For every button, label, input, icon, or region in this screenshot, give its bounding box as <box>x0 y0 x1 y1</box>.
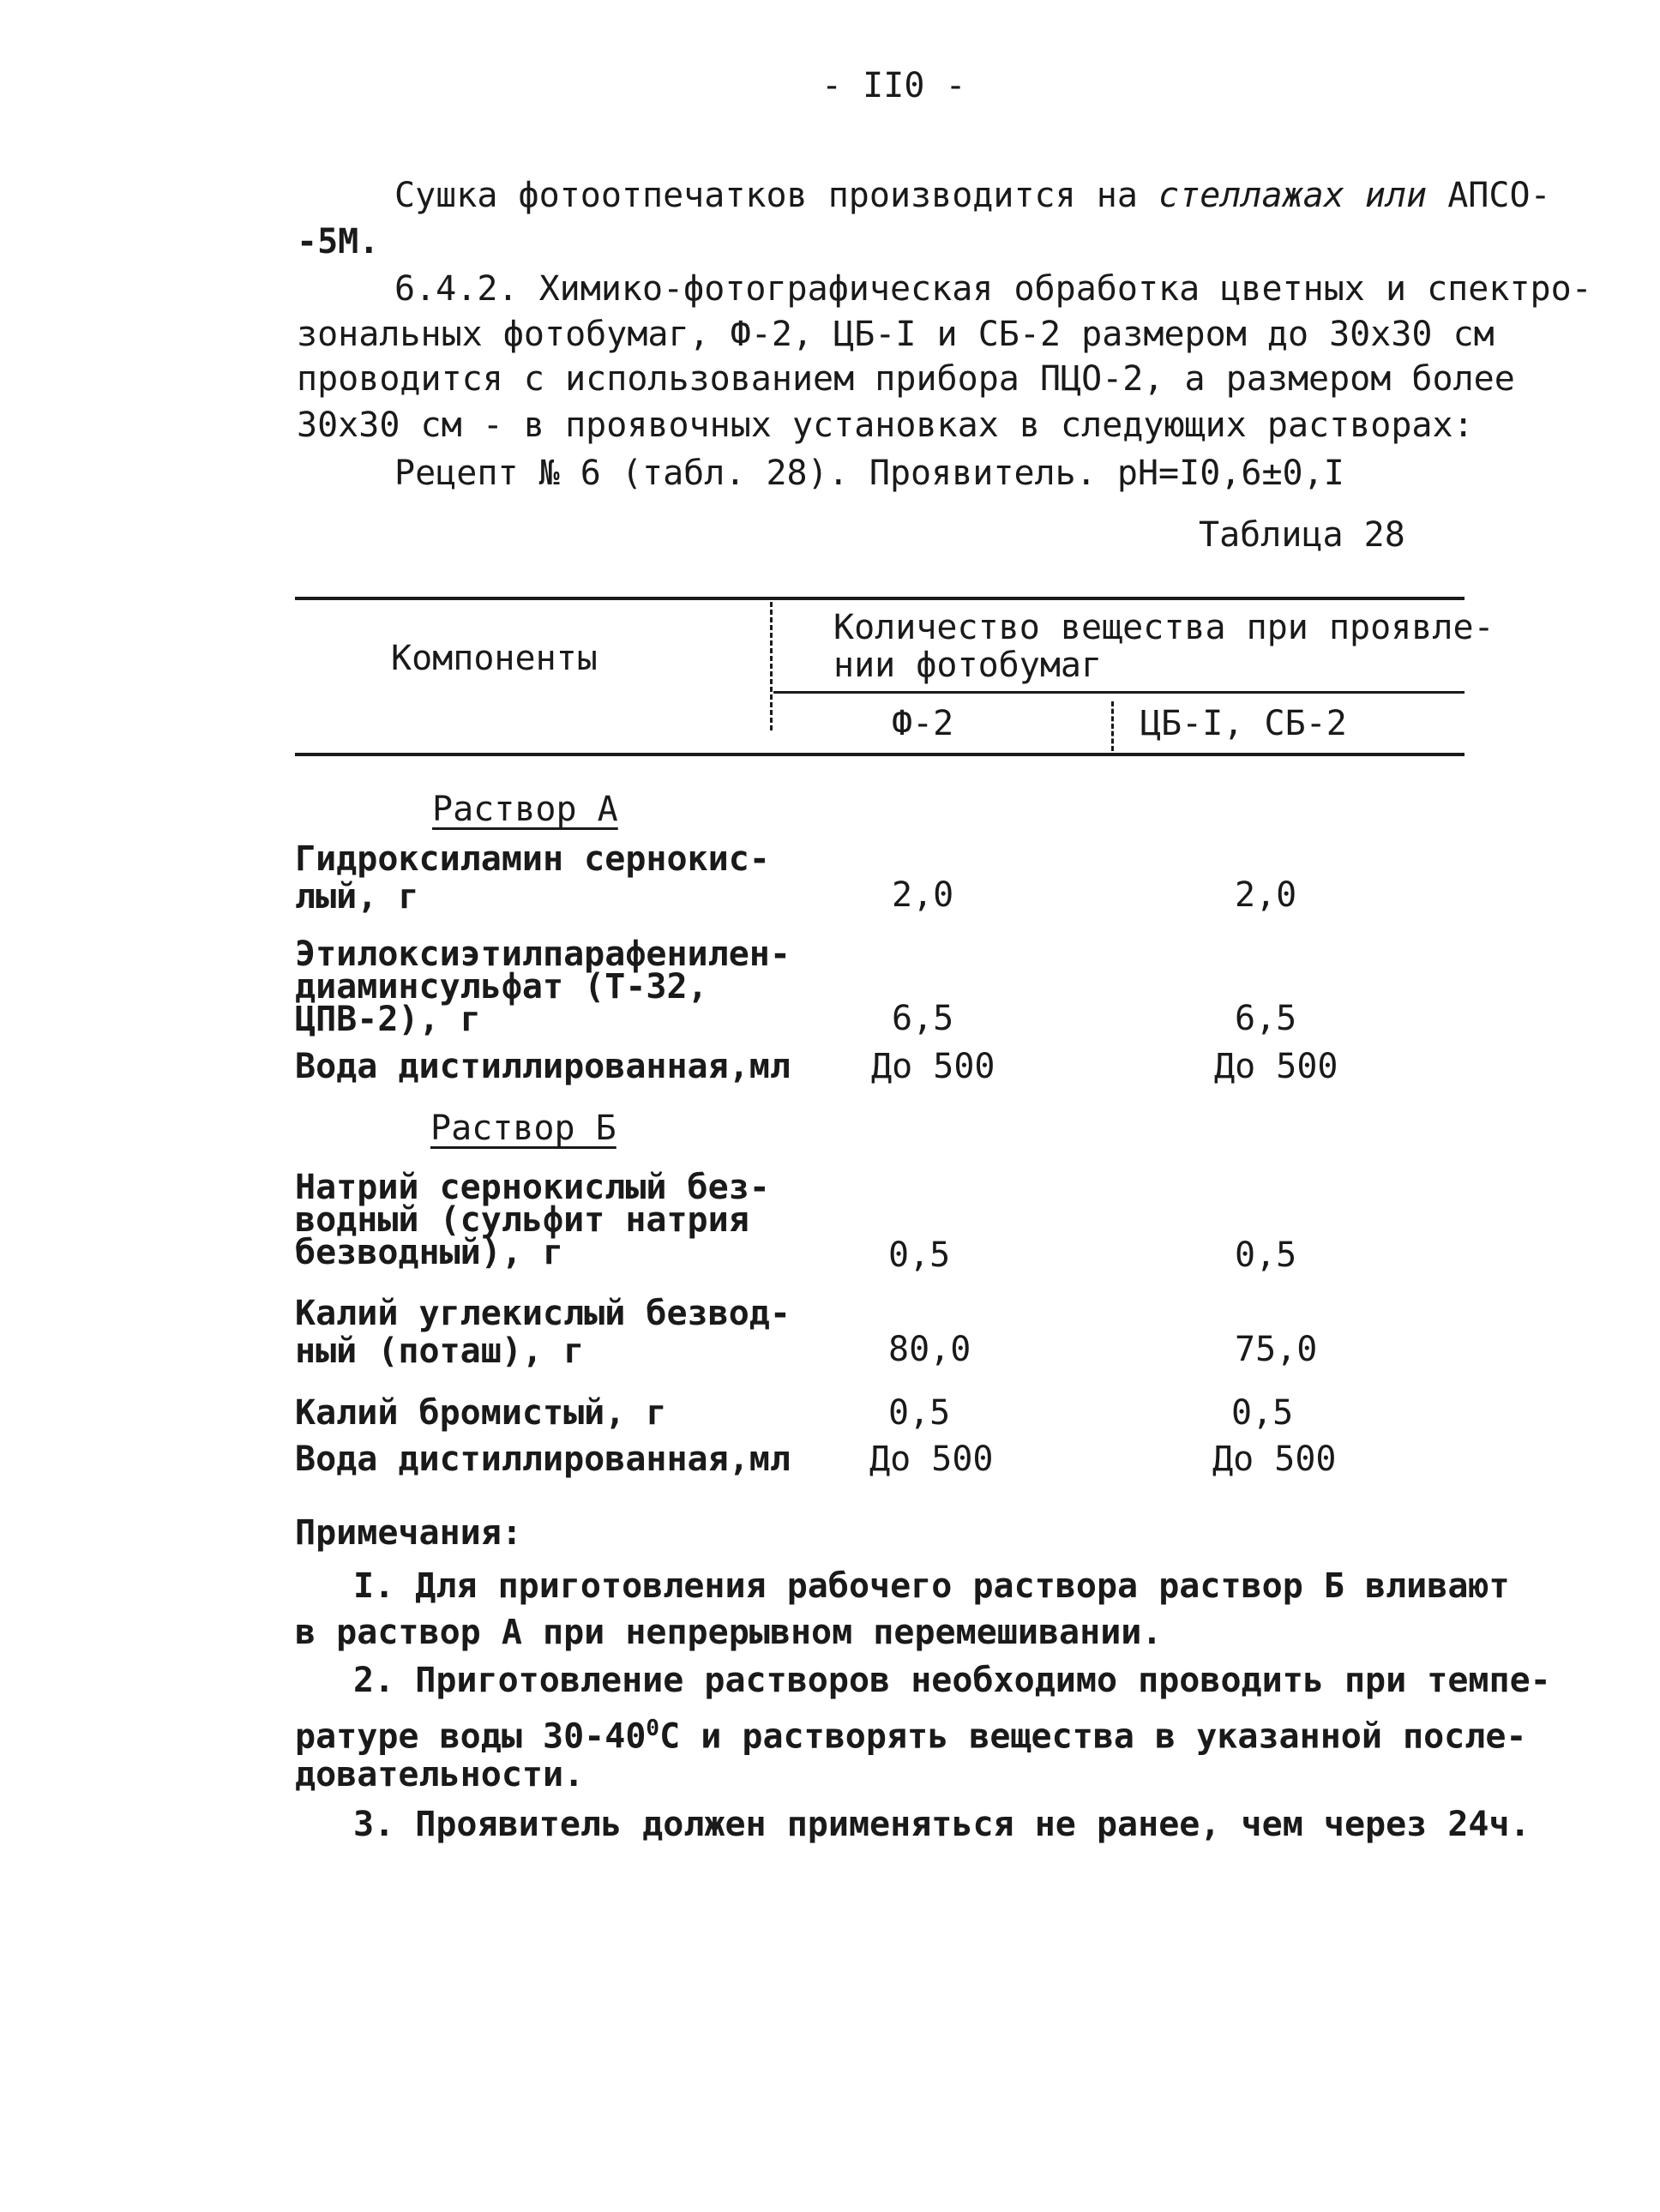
table-header-mid-rule <box>773 691 1465 694</box>
table-row-b1-f2: 0,5 <box>888 1235 951 1275</box>
note-1-line2: в раствор А при непрерывном перемешивании. <box>295 1613 1163 1652</box>
table-row-b4-name: Вода дистиллированная,мл <box>295 1440 791 1479</box>
table-row-b2-f2: 80,0 <box>888 1330 971 1369</box>
paragraph-processing-line1: 6.4.2. Химико-фотографическая обработка цветных и спектро- <box>394 269 1592 309</box>
table-header-bottom-rule <box>295 753 1465 756</box>
paragraph-drying-italic: стеллажах или <box>1158 176 1428 215</box>
note-2-line2-b: С и растворять вещества в указанной после- <box>659 1716 1527 1757</box>
table-row-a2-f2: 6,5 <box>892 999 954 1038</box>
table-row-b1-cb: 0,5 <box>1235 1235 1297 1275</box>
table-row-b2-name: Калий углекислый безвод- ный (поташ), г <box>295 1294 791 1371</box>
paragraph-drying <box>394 175 1551 216</box>
paragraph-processing-line2: зональных фотобумаг, Ф-2, ЦБ-I и СБ-2 размером до 30х30 см <box>297 315 1495 354</box>
table-top-rule <box>295 597 1465 600</box>
table-label: Таблица 28 <box>1199 515 1405 555</box>
table-row-a1-name: Гидроксиламин сернокис- лый, г <box>295 839 770 917</box>
table-row-b2-cb: 75,0 <box>1235 1330 1318 1369</box>
table-row-b3-f2: 0,5 <box>888 1393 951 1433</box>
note-2-degree-sup: 0 <box>646 1716 660 1741</box>
table-row-a3-f2: До 500 <box>871 1047 995 1086</box>
note-2-line2 <box>295 1708 1527 1757</box>
table-row-b4-f2: До 500 <box>869 1440 994 1479</box>
note-2-line2-a: ратуре воды 30-40 <box>295 1716 647 1757</box>
table-row-a1-cb: 2,0 <box>1235 875 1297 915</box>
table-row-a2-name: Этилоксиэтилпарафенилен- диаминсульфат (Т-32, ЦПВ-2), г <box>295 935 791 1039</box>
note-1-line1: I. Для приготовления рабочего раствора раствор Б вливают <box>353 1566 1510 1606</box>
page-number: - II0 - <box>821 66 966 105</box>
paragraph-processing-line3: проводится с использованием прибора ПЦО-2, а размером более <box>297 359 1515 399</box>
table-header-components: Компоненты <box>391 639 598 678</box>
table-row-b3-cb: 0,5 <box>1231 1393 1294 1433</box>
paragraph-drying-text: Сушка фотоотпечатков производится на <box>394 176 1159 215</box>
note-3: 3. Проявитель должен применяться не ранее, чем через 24ч. <box>353 1805 1531 1844</box>
paragraph-processing-line4: 30х30 см - в проявочных установках в следующих растворах: <box>297 406 1474 445</box>
table-row-a3-cb: До 500 <box>1214 1047 1338 1086</box>
table-header-quantity: Количество вещества при проявле- нии фотобумаг <box>833 608 1495 685</box>
table-row-b3-name: Калий бромистый, г <box>295 1393 667 1433</box>
table-row-a3-name: Вода дистиллированная,мл <box>295 1047 791 1086</box>
notes-title: Примечания: <box>295 1513 522 1553</box>
note-2-line1: 2. Приготовление растворов необходимо проводить при темпе- <box>353 1661 1551 1700</box>
note-2-line3: довательности. <box>295 1755 585 1794</box>
table-row-a2-cb: 6,5 <box>1235 999 1297 1038</box>
section-b-title: Раствор Б <box>430 1109 616 1148</box>
table-row-b4-cb: До 500 <box>1212 1440 1337 1479</box>
table-row-b1-name: Натрий сернокислый без- водный (сульфит натрия безводный), г <box>295 1168 770 1272</box>
table-header-col-cb: ЦБ-I, СБ-2 <box>1140 704 1347 743</box>
paragraph-drying-line2: -5М. <box>297 222 380 261</box>
table-row-a1-f2: 2,0 <box>892 875 954 915</box>
table-header-divider <box>770 602 773 730</box>
recipe-line: Рецепт № 6 (табл. 28). Проявитель. pH=I0,6±0,I <box>394 454 1344 493</box>
paragraph-drying-text2: АПСО- <box>1427 176 1551 215</box>
table-header-col-f2: Ф-2 <box>892 704 954 743</box>
table-subheader-divider <box>1111 701 1114 751</box>
section-a-title: Раствор А <box>432 790 618 829</box>
